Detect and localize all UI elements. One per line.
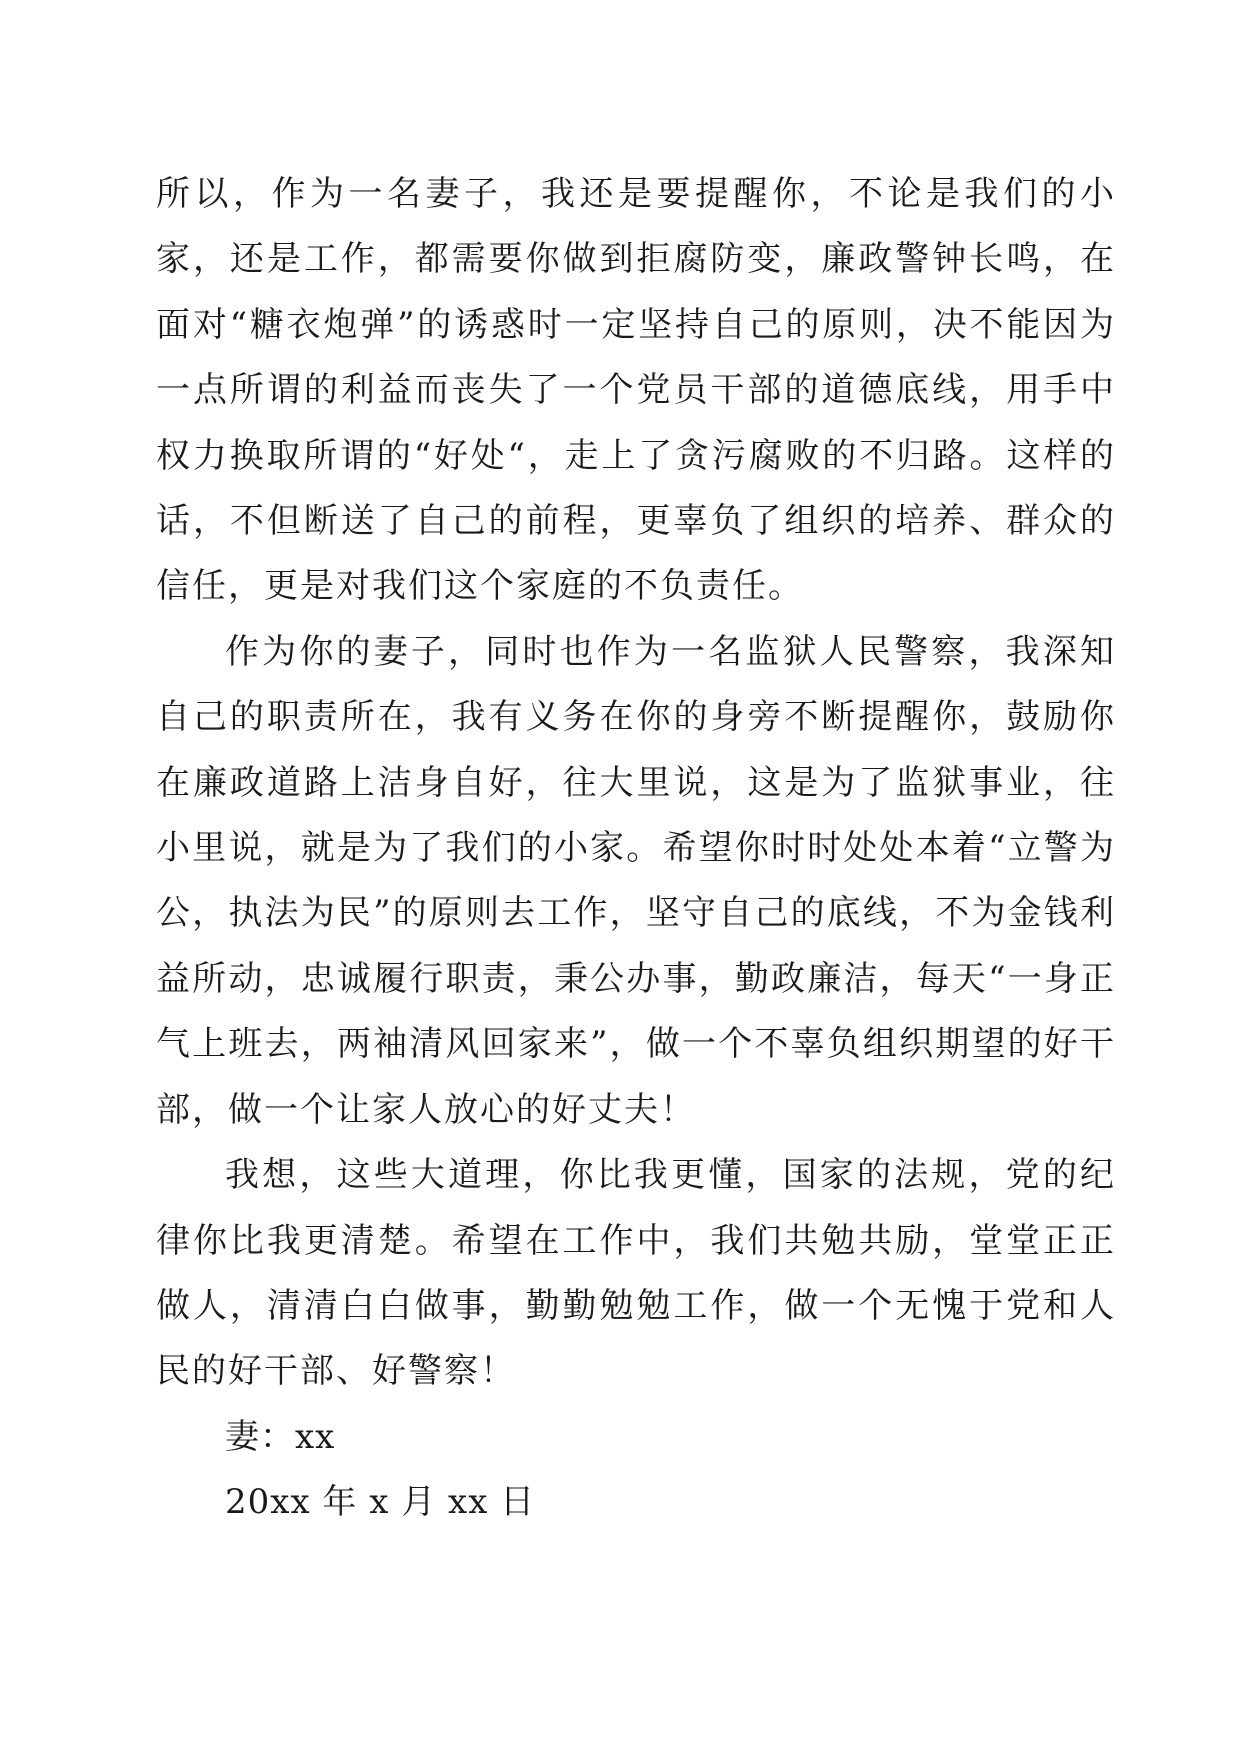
signature-line: 妻：xx <box>225 1416 336 1457</box>
date-line: 20xx 年 x 月 xx 日 <box>225 1482 536 1523</box>
paragraph-3: 我想，这些大道理，你比我更懂，国家的法规，党的纪律你比我更清楚。希望在工作中，我们共勉共励，堂堂正正做人，清清白白做事，勤勤勉勉工作，做一个无愧于党和人民的好干部、好警察！ <box>156 1155 1116 1392</box>
paragraph-1: 所以，作为一名妻子，我还是要提醒你，不论是我们的小家，还是工作，都需要你做到拒腐防变，廉政警钟长鸣，在面对“糖衣炮弹”的诱惑时一定坚持自己的原则，决不能因为一点所谓的利益而丧失了一个党员干部的道德底线，用手中权力换取所谓的“好处“，走上了贪污腐败的不归路。这样的话，不但断送了自己的前程，更辜负了组织的培养、群众的信任，更是对我们这个家庭的不负责任。 <box>156 174 1116 607</box>
paragraph-2: 作为你的妻子，同时也作为一名监狱人民警察，我深知自己的职责所在，我有义务在你的身旁不断提醒你，鼓励你在廉政道路上洁身自好，往大里说，这是为了监狱事业，往小里说，就是为了我们的小家。希望你时时处处本着“立警为公，执法为民”的原则去工作，坚守自己的底线，不为金钱利益所动，忠诚履行职责，秉公办事，勤政廉洁，每天“一身正气上班去，两袖清风回家来”，做一个不辜负组织期望的好干部，做一个让家人放心的好丈夫！ <box>156 631 1116 1130</box>
letter-body <box>156 162 1116 1536</box>
